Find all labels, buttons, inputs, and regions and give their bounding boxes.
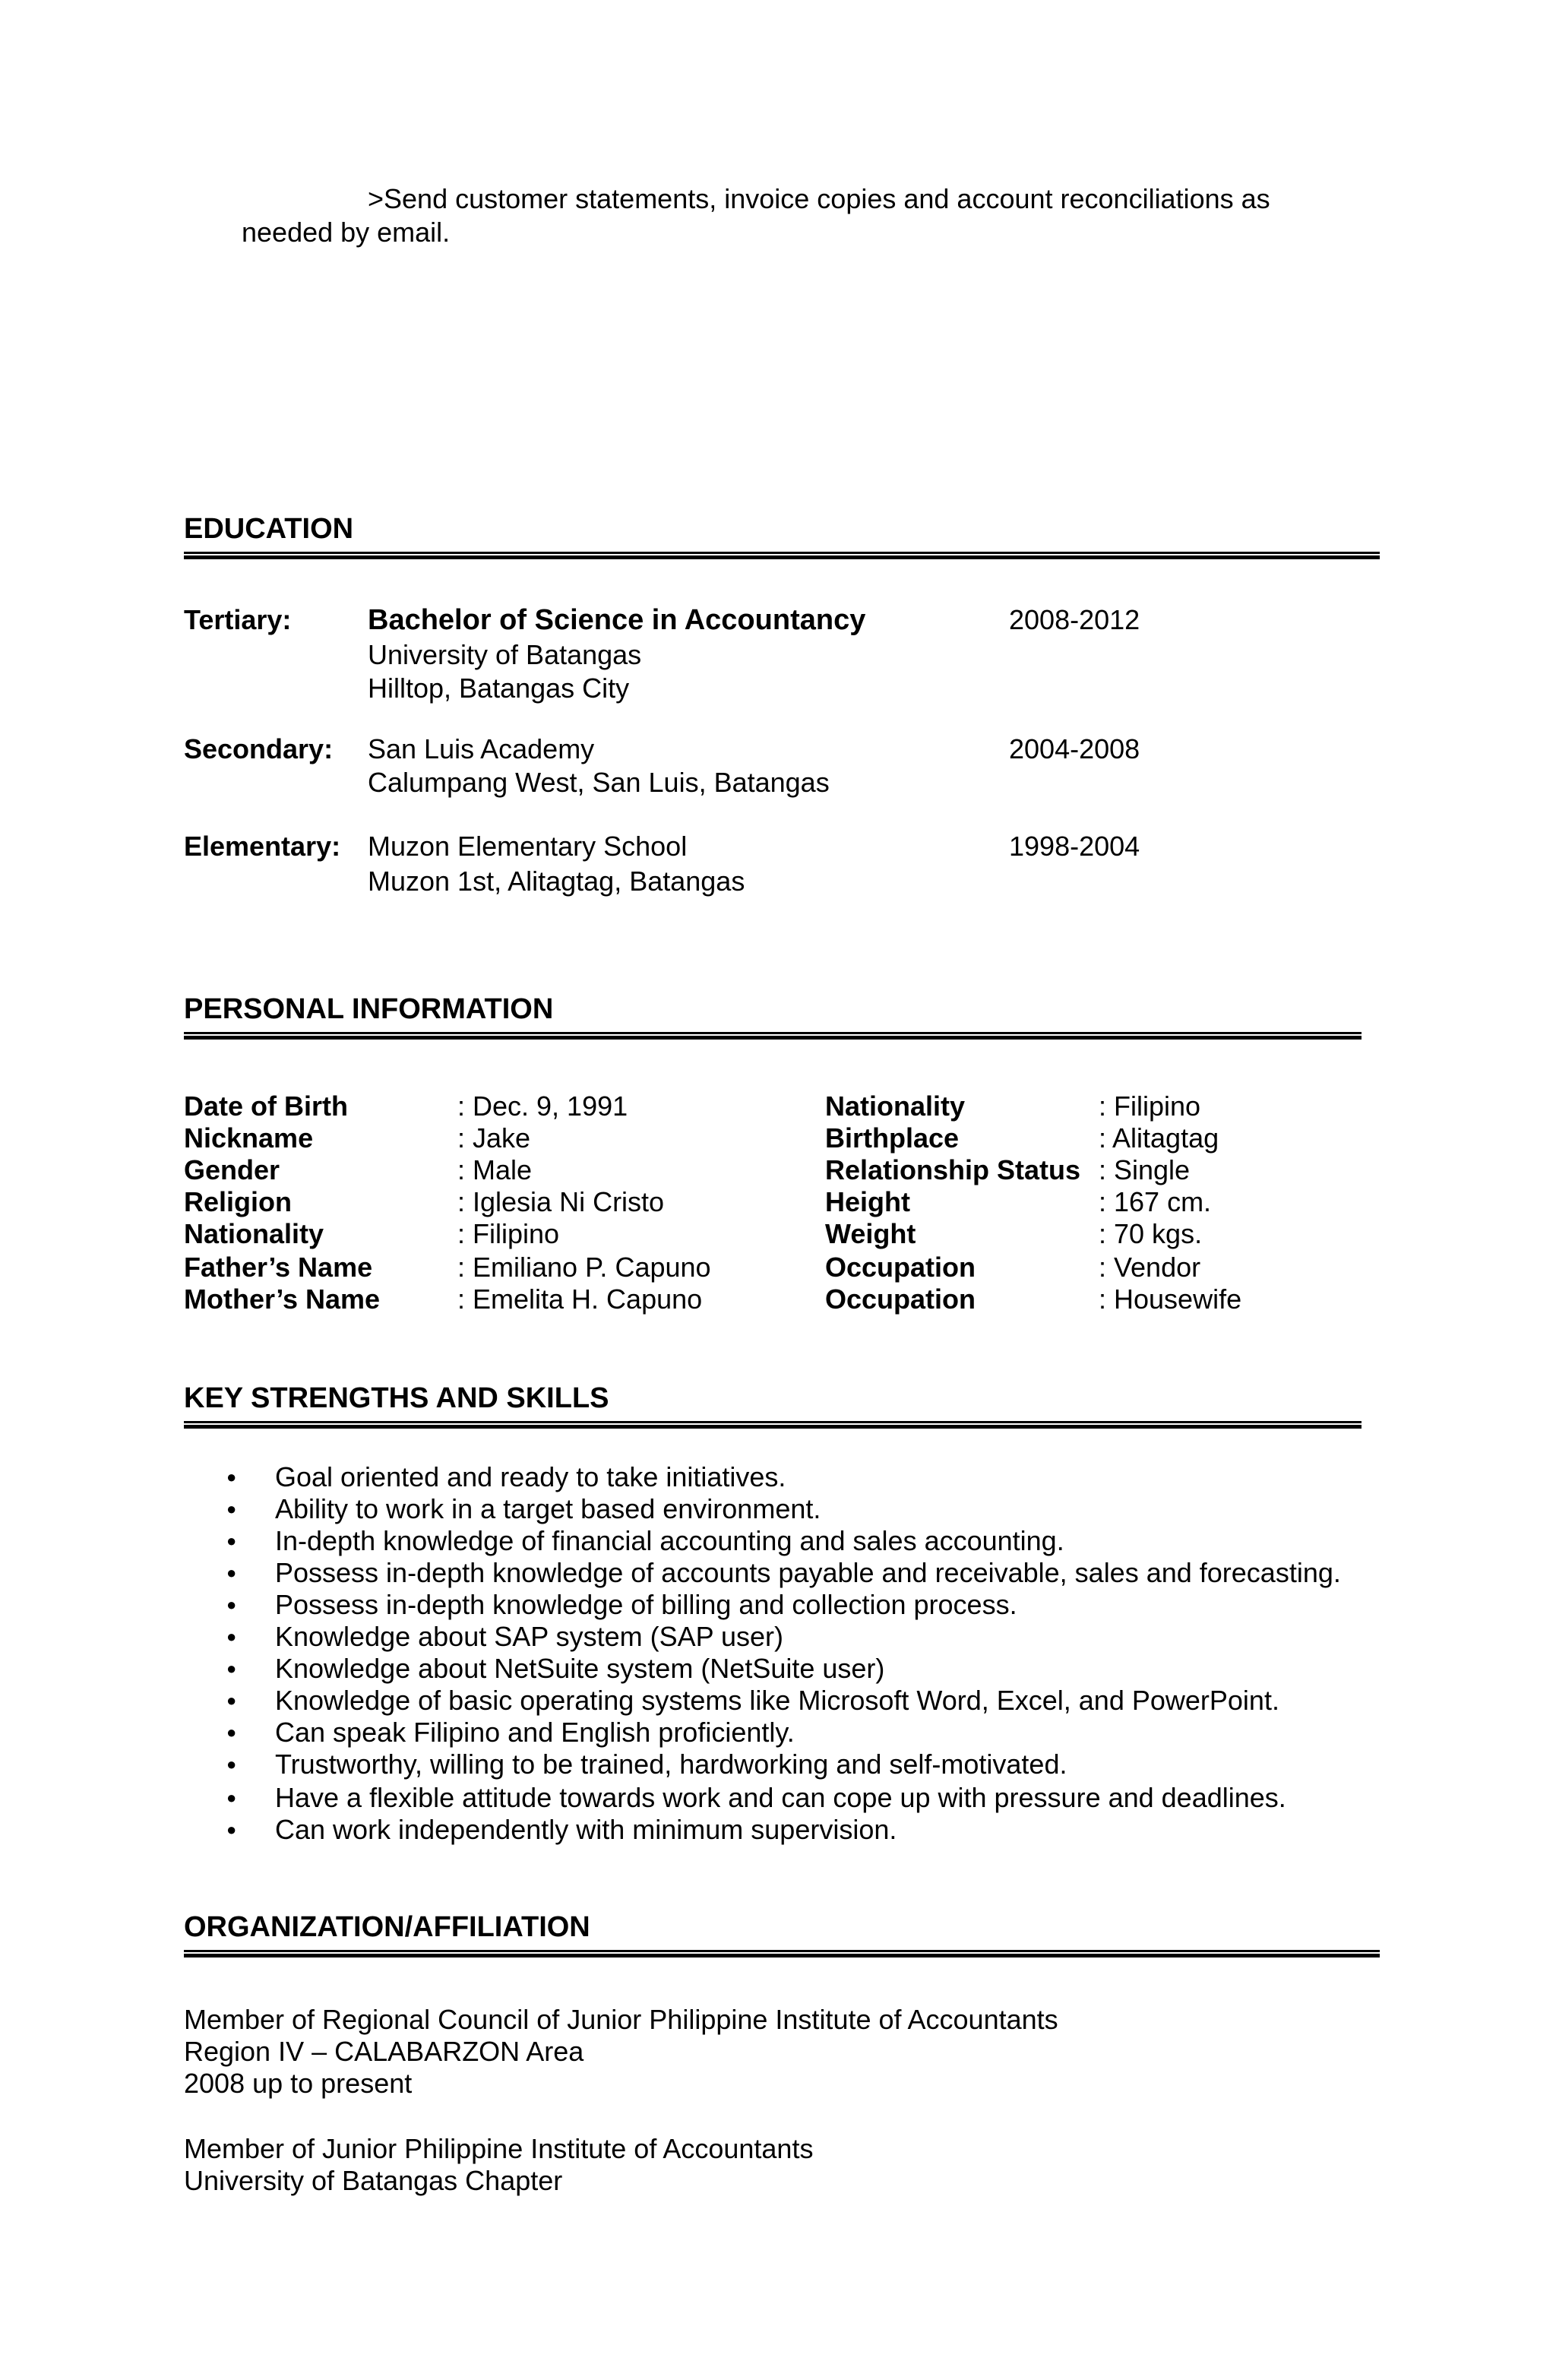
intro-line-2: needed by email. (242, 217, 451, 248)
personal-label: Nationality (184, 1218, 324, 1249)
personal-value: : Emiliano P. Capuno (457, 1252, 711, 1283)
skill-item: Have a flexible attitude towards work and can cope up with pressure and deadlines. (275, 1782, 1286, 1813)
personal-value: : Iglesia Ni Cristo (457, 1186, 665, 1217)
skill-item: Possess in-depth knowledge of accounts payable and receivable, sales and forecasting. (275, 1557, 1341, 1588)
education-years: 2008-2012 (1009, 604, 1140, 635)
bullet-icon: ● (226, 1467, 237, 1486)
organization-line: 2008 up to present (184, 2068, 413, 2099)
skills-heading: KEY STRENGTHS AND SKILLS (184, 1382, 609, 1414)
personal-value: : Housewife (1099, 1283, 1242, 1315)
personal-value: : Emelita H. Capuno (457, 1283, 703, 1315)
skills-rule (184, 1421, 1362, 1429)
personal-value: : Male (457, 1154, 533, 1185)
organization-rule (184, 1950, 1380, 1957)
bullet-icon: ● (226, 1755, 237, 1774)
skill-item: Goal oriented and ready to take initiatives. (275, 1461, 786, 1492)
bullet-icon: ● (226, 1595, 237, 1614)
skill-item: In-depth knowledge of financial accounting and sales accounting. (275, 1525, 1064, 1556)
personal-label: Occupation (825, 1283, 976, 1315)
personal-label: Religion (184, 1186, 292, 1217)
organization-line: Region IV – CALABARZON Area (184, 2036, 584, 2067)
bullet-icon: ● (226, 1531, 237, 1550)
personal-value: : Single (1099, 1154, 1191, 1185)
bullet-icon: ● (226, 1820, 237, 1839)
skill-item: Knowledge about SAP system (SAP user) (275, 1621, 784, 1652)
education-school: San Luis Academy (368, 733, 595, 764)
personal-label: Date of Birth (184, 1090, 348, 1122)
education-address: Calumpang West, San Luis, Batangas (368, 767, 830, 798)
intro-line-1: >Send customer statements, invoice copies and account reconciliations as (368, 183, 1270, 214)
organization-line: Member of Junior Philippine Institute of Accountants (184, 2133, 814, 2164)
organization-heading: ORGANIZATION/AFFILIATION (184, 1911, 590, 1943)
bullet-icon: ● (226, 1627, 237, 1646)
education-level: Secondary: (184, 733, 334, 764)
personal-label: Gender (184, 1154, 280, 1185)
organization-line: Member of Regional Council of Junior Philippine Institute of Accountants (184, 2004, 1058, 2035)
bullet-icon: ● (226, 1723, 237, 1742)
education-school: University of Batangas (368, 639, 642, 670)
personal-label: Father’s Name (184, 1252, 373, 1283)
education-level: Tertiary: (184, 604, 292, 635)
personal-value: : 70 kgs. (1099, 1218, 1203, 1249)
skill-item: Ability to work in a target based environment. (275, 1493, 821, 1524)
personal-rule (184, 1032, 1362, 1040)
education-rule (184, 552, 1380, 559)
personal-value: : Vendor (1099, 1252, 1201, 1283)
bullet-icon: ● (226, 1499, 237, 1518)
personal-label: Nickname (184, 1122, 314, 1154)
skill-item: Knowledge of basic operating systems like Microsoft Word, Excel, and PowerPoint. (275, 1685, 1279, 1716)
education-title: Bachelor of Science in Accountancy (368, 604, 866, 636)
personal-heading: PERSONAL INFORMATION (184, 993, 554, 1025)
organization-line: University of Batangas Chapter (184, 2165, 563, 2196)
education-years: 2004-2008 (1009, 733, 1140, 764)
education-level: Elementary: (184, 831, 341, 862)
education-heading: EDUCATION (184, 513, 354, 545)
personal-value: : Jake (457, 1122, 531, 1154)
skill-item: Knowledge about NetSuite system (NetSuite user) (275, 1653, 885, 1684)
personal-label: Occupation (825, 1252, 976, 1283)
personal-label: Mother’s Name (184, 1283, 381, 1315)
personal-label: Height (825, 1186, 910, 1217)
bullet-icon: ● (226, 1659, 237, 1678)
skill-item: Can work independently with minimum supervision. (275, 1814, 897, 1845)
education-years: 1998-2004 (1009, 831, 1140, 862)
personal-value: : 167 cm. (1099, 1186, 1212, 1217)
skill-item: Can speak Filipino and English proficiently. (275, 1717, 795, 1748)
personal-label: Weight (825, 1218, 916, 1249)
personal-label: Relationship Status (825, 1154, 1081, 1185)
bullet-icon: ● (226, 1691, 237, 1710)
personal-value: : Alitagtag (1099, 1122, 1219, 1154)
skill-item: Possess in-depth knowledge of billing and collection process. (275, 1589, 1017, 1620)
skill-item: Trustworthy, willing to be trained, hardworking and self-motivated. (275, 1749, 1067, 1780)
bullet-icon: ● (226, 1788, 237, 1807)
education-school: Muzon Elementary School (368, 831, 688, 862)
education-address: Muzon 1st, Alitagtag, Batangas (368, 866, 745, 897)
personal-value: : Filipino (457, 1218, 560, 1249)
bullet-icon: ● (226, 1563, 237, 1582)
personal-value: : Dec. 9, 1991 (457, 1090, 628, 1122)
education-address: Hilltop, Batangas City (368, 673, 630, 704)
personal-label: Nationality (825, 1090, 966, 1122)
personal-value: : Filipino (1099, 1090, 1201, 1122)
personal-label: Birthplace (825, 1122, 960, 1154)
